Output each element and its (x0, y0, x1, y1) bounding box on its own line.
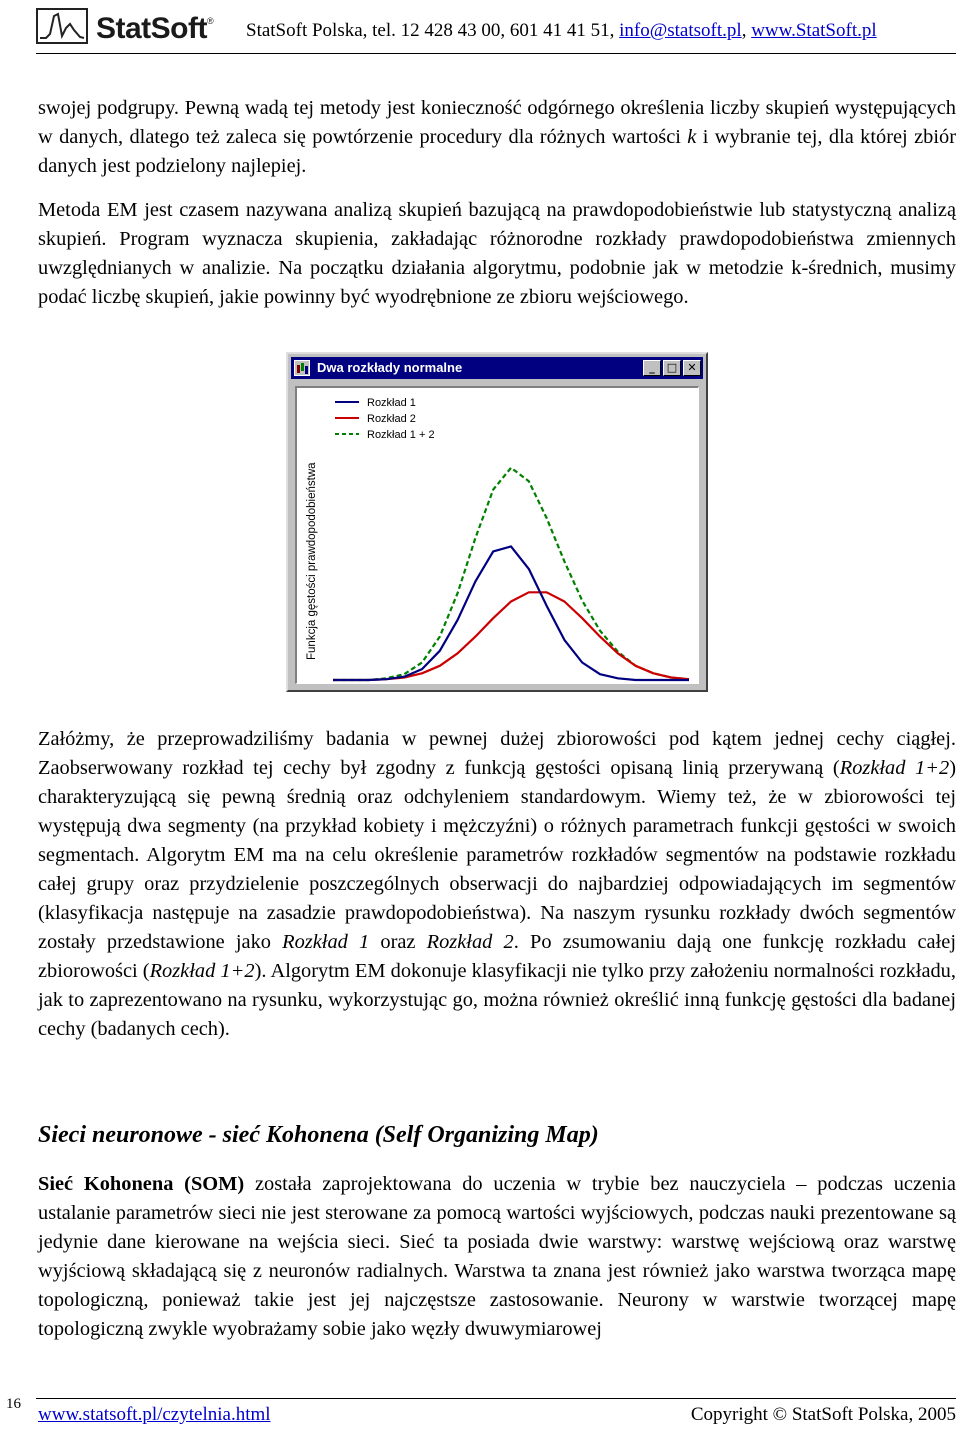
series-line-1 (333, 546, 689, 680)
chart-window (286, 352, 708, 692)
header-divider (36, 53, 956, 54)
series-line-3 (333, 468, 689, 680)
density-chart (297, 388, 698, 683)
window-titlebar[interactable] (291, 357, 703, 379)
minimize-button[interactable]: _ (643, 360, 661, 376)
legend-label-3: Rozkład 1 + 2 (367, 429, 435, 441)
close-button[interactable]: ✕ (683, 360, 701, 376)
footer-copyright: Copyright © StatSoft Polska, 2005 (690, 1404, 956, 1425)
statsoft-logo: StatSoft® (96, 12, 214, 45)
footer-divider (36, 1398, 956, 1399)
header-company-text: StatSoft Polska, tel. 12 428 43 00, 601 41 41 51, (246, 20, 615, 41)
paragraph-3: Załóżmy, że przeprowadziliśmy badania w pewnej dużej zbiorowości pod kątem jednej cechy ciągłej. Zaobserwowany rozkład tej cechy był zgodny z funkcją gęstości opisaną linią przerywaną (Rozkład 1+2) charakteryzującą się pewną średnią oraz odchyleniem standardowym. Wiemy też, że w zbiorowości tej występują dwa segmenty (na przykład kobiety i mężczyźni) o różnych parametrach funkcji gęstości w swoich segmentach. Algorytm EM ma na celu określenie parametrów rozkładów segmentów na podstawie rozkładu całej grupy oraz przydzielenie poszczególnych obserwacji do najbardziej odpowiadających im segmentów (klasyfikacja następuje na zasadzie prawdopodobieństwa). Na naszym rysunku rozkłady dwóch segmentów zostały przedstawione jako Rozkład 1 oraz Rozkład 2. Po zsumowaniu dają one funkcję rozkładu całej zbiorowości (Rozkład 1+2). Algorytm EM dokonuje klasyfikacji nie tylko przy założeniu normalności rozkładu, jak to zaprezentowano na rysunku, wykorzystując go, można również określić inną funkcję gęstości dla badanej cechy (badanych cech). (38, 728, 957, 1040)
section-heading: Sieci neuronowe - sieć Kohonena (Self Organizing Map) (38, 1122, 599, 1148)
paragraph-4: Sieć Kohonena (SOM) została zaprojektowana do uczenia w trybie bez nauczyciela – podczas uczenia ustalanie parametrów sieci nie jest sterowane za pomocą wartości wyjściowych, podczas nauki prezentowane są jedynie dane kierowane na wejścia sieci. Sieć ta posiada dwie warstwy: warstwę wejściową oraz warstwę wyjściową składającą się z neuronów radialnych. Warstwa ta znana jest również jako warstwa tworząca mapę topologiczną, ponieważ takie jest jej najczęstsze zastosowanie. Neurony w warstwie tworzącej mapę topologiczną zwykle wyobrażamy sobie jako węzły dwuwymiarowej (38, 1173, 956, 1340)
paragraph-1: swojej podgrupy. Pewną wadą tej metody jest konieczność odgórnego określenia liczby skupień występujących w danych, dlatego też zaleca się powtórzenie procedury dla różnych wartości k i wybranie tej, dla której zbiór danych jest podzielony najlepiej. (38, 97, 956, 177)
legend-label-2: Rozkład 2 (367, 413, 416, 425)
footer-link[interactable]: www.statsoft.pl/czytelnia.html (38, 1404, 271, 1425)
paragraph-2: Metoda EM jest czasem nazywana analizą skupień bazującą na prawdopodobieństwie lub statystyczną analizą skupień. Program wyznacza skupienia, zakładając różnorodne rozkłady prawdopodobieństwa zmiennych uwzględnianych w analizie. Na początku działania algorytmu, podobnie jak w metodzie k-średnich, musimy podać liczbę skupień, jakie powinny być wyodrębnione ze zbioru wejściowego. (38, 199, 956, 308)
header-email-link[interactable]: info@statsoft.pl (619, 20, 742, 41)
chart-app-icon (294, 360, 310, 376)
statsoft-logo-icon (36, 8, 88, 44)
y-axis-label: Funkcja gęstości prawdopodobieństwa (306, 462, 318, 660)
legend-label-1: Rozkład 1 (367, 397, 416, 409)
header-contact: StatSoft Polska, tel. 12 428 43 00, 601 41 41 51, info@statsoft.pl, www.StatSoft.pl (246, 20, 877, 41)
window-title: Dwa rozkłady normalne (317, 360, 463, 375)
maximize-button[interactable]: □ (663, 360, 681, 376)
page-header (36, 6, 956, 46)
header-website-link[interactable]: www.StatSoft.pl (751, 20, 877, 41)
series-line-2 (333, 592, 689, 680)
plot-area (295, 386, 699, 684)
chart-legend (335, 397, 435, 441)
page-number: 16 (6, 1396, 21, 1412)
